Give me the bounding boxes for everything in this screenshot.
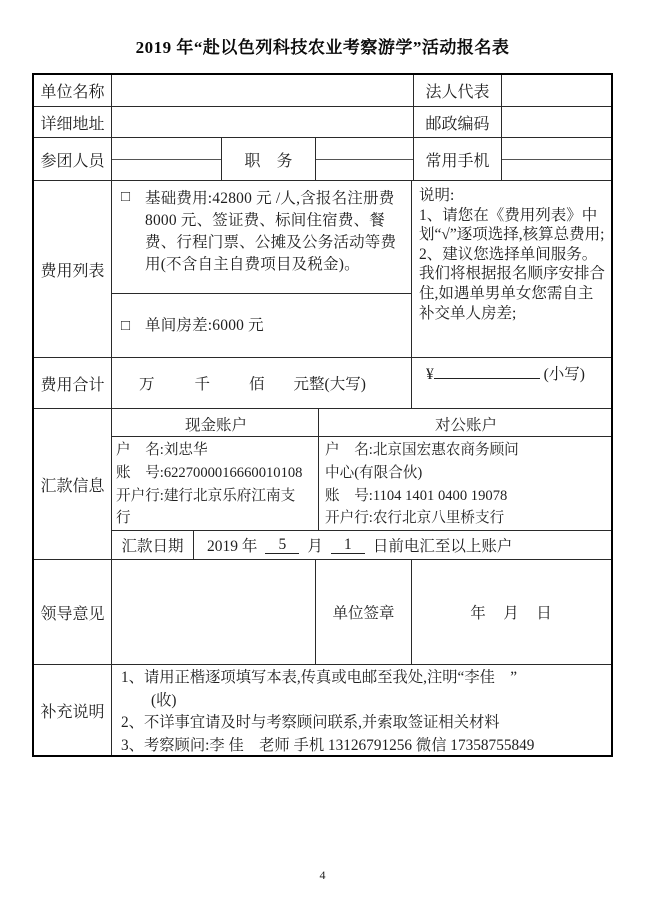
- remit-date-row: [112, 531, 611, 559]
- legal-rep-field[interactable]: [502, 75, 611, 106]
- row-unit-name: [34, 75, 611, 107]
- fee-total-lowercase: [412, 358, 611, 408]
- single-room-option: [112, 294, 411, 357]
- row-remittance: [34, 409, 611, 560]
- fee-note-line-1: 1、请您在《费用列表》中划“√”逐项选择,核算总费用;: [419, 206, 605, 244]
- note-line-1-continued: (收): [151, 691, 177, 709]
- date-suffix: 日前电汇至以上账户: [372, 538, 513, 555]
- cash-holder-name: 户 名:刘忠华: [116, 442, 208, 458]
- single-room-text: 单间房差:6000 元: [145, 316, 264, 334]
- remit-date-value: [194, 531, 611, 559]
- base-fee-option: [112, 181, 411, 294]
- corporate-account-header: 对公账户: [434, 416, 497, 434]
- supplementary-notes-content: [112, 665, 611, 755]
- month-fill-field[interactable]: 5: [265, 536, 299, 554]
- cash-bank-line-1: 开户行:建行北京乐府江南支: [116, 487, 296, 504]
- lowercase-suffix: (小写): [543, 366, 585, 383]
- row-leader-opinion: [34, 560, 611, 665]
- position-field-1[interactable]: [316, 138, 413, 160]
- position-field-2[interactable]: [316, 160, 413, 181]
- members-label: 参团人员: [34, 138, 112, 180]
- position-fields: [316, 138, 414, 180]
- position-label: 职 务: [222, 138, 316, 180]
- yuan-symbol: ¥: [426, 366, 434, 383]
- unit-bai: 佰: [249, 376, 265, 393]
- account-details: [112, 437, 611, 531]
- single-room-checkbox[interactable]: □: [121, 317, 131, 334]
- fee-note-line-2: 2、建议您选择单间服务。我们将根据报名顺序安排合住,如遇单男单女您需自主补交单人房差;: [419, 245, 606, 322]
- uppercase-suffix: 元整(大写): [293, 376, 366, 393]
- seal-date-field[interactable]: 年 月 日: [470, 605, 553, 622]
- fee-note-title: 说明:: [419, 187, 455, 204]
- base-fee-text: 基础费用:42800 元 /人,含报名注册费 8000 元、签证费、标间住宿费、餐费、行程门票、公摊及公务活动等费用(不含自主自费项目及税金)。: [145, 190, 397, 273]
- mobile-field-1[interactable]: [502, 138, 611, 160]
- corp-holder-name-line-1: 户 名:北京国宏惠农商务顾问: [325, 442, 519, 458]
- month-unit: 月: [307, 538, 323, 555]
- date-prefix: 2019 年: [207, 538, 258, 555]
- leader-opinion-field[interactable]: [112, 560, 316, 664]
- day-fill-field[interactable]: 1: [331, 536, 365, 554]
- row-members: [34, 138, 611, 181]
- mobile-field-2[interactable]: [502, 160, 611, 181]
- base-fee-checkbox[interactable]: □: [121, 189, 131, 205]
- remittance-label: 汇款信息: [34, 409, 112, 559]
- cash-account-header: 现金账户: [112, 409, 319, 436]
- note-line-1: 1、请用正楷逐项填写本表,传真或电邮至我处,注明“李佳 ”: [121, 669, 518, 686]
- fee-list-label: 费用列表: [34, 181, 112, 357]
- unit-qian: 千: [194, 376, 211, 393]
- mobile-fields: [502, 138, 611, 180]
- account-headers: [112, 409, 611, 437]
- fee-note: [412, 181, 611, 357]
- remit-date-label: 汇款日期: [112, 531, 194, 559]
- supplementary-notes-label: 补充说明: [34, 665, 112, 755]
- corporate-account-details: [319, 437, 611, 530]
- corp-bank: 开户行:农行北京八里桥支行: [325, 510, 505, 527]
- legal-rep-label: 法人代表: [414, 75, 502, 106]
- note-line-3: 3、考察顾问:李 佳 老师 手机 13126791256 微信 17358755849: [121, 736, 535, 754]
- address-label: 详细地址: [34, 107, 112, 137]
- leader-opinion-label: 领导意见: [34, 560, 112, 664]
- fee-options: [112, 181, 412, 357]
- corp-holder-name-line-2: 中心(有限合伙): [325, 464, 423, 481]
- cash-account-details: [112, 437, 319, 530]
- remittance-detail: [112, 409, 611, 559]
- cash-bank-line-2: 行: [116, 510, 131, 527]
- page-title: 2019 年“赴以色列科技农业考察游学”活动报名表: [135, 38, 510, 57]
- registration-form-table: [32, 73, 613, 757]
- fee-total-label: 费用合计: [34, 358, 112, 408]
- page-number: 4: [319, 868, 326, 882]
- row-address: [34, 107, 611, 138]
- note-line-2: 2、不详事宜请及时与考察顾问联系,并索取签证相关材料: [121, 714, 500, 731]
- member-name-fields: [112, 138, 222, 180]
- row-supplementary-notes: [34, 665, 611, 755]
- corp-account-number: 账 号:1104 1401 0400 19078: [325, 487, 508, 504]
- amount-blank-field[interactable]: [434, 362, 540, 379]
- unit-wan: 万: [139, 376, 155, 393]
- mobile-label: 常用手机: [414, 138, 502, 180]
- unit-name-label: 单位名称: [34, 75, 112, 106]
- row-fee-total: [34, 358, 611, 409]
- cash-account-number: 账 号:6227000016660010108: [116, 464, 303, 481]
- member-name-field-2[interactable]: [112, 160, 221, 181]
- unit-name-field[interactable]: [112, 75, 414, 106]
- member-name-field-1[interactable]: [112, 138, 221, 160]
- row-fee-list: [34, 181, 611, 358]
- unit-seal-label: 单位签章: [316, 560, 412, 664]
- address-field[interactable]: [112, 107, 414, 137]
- fee-total-uppercase[interactable]: [112, 358, 412, 408]
- postal-field[interactable]: [502, 107, 611, 137]
- postal-label: 邮政编码: [414, 107, 502, 137]
